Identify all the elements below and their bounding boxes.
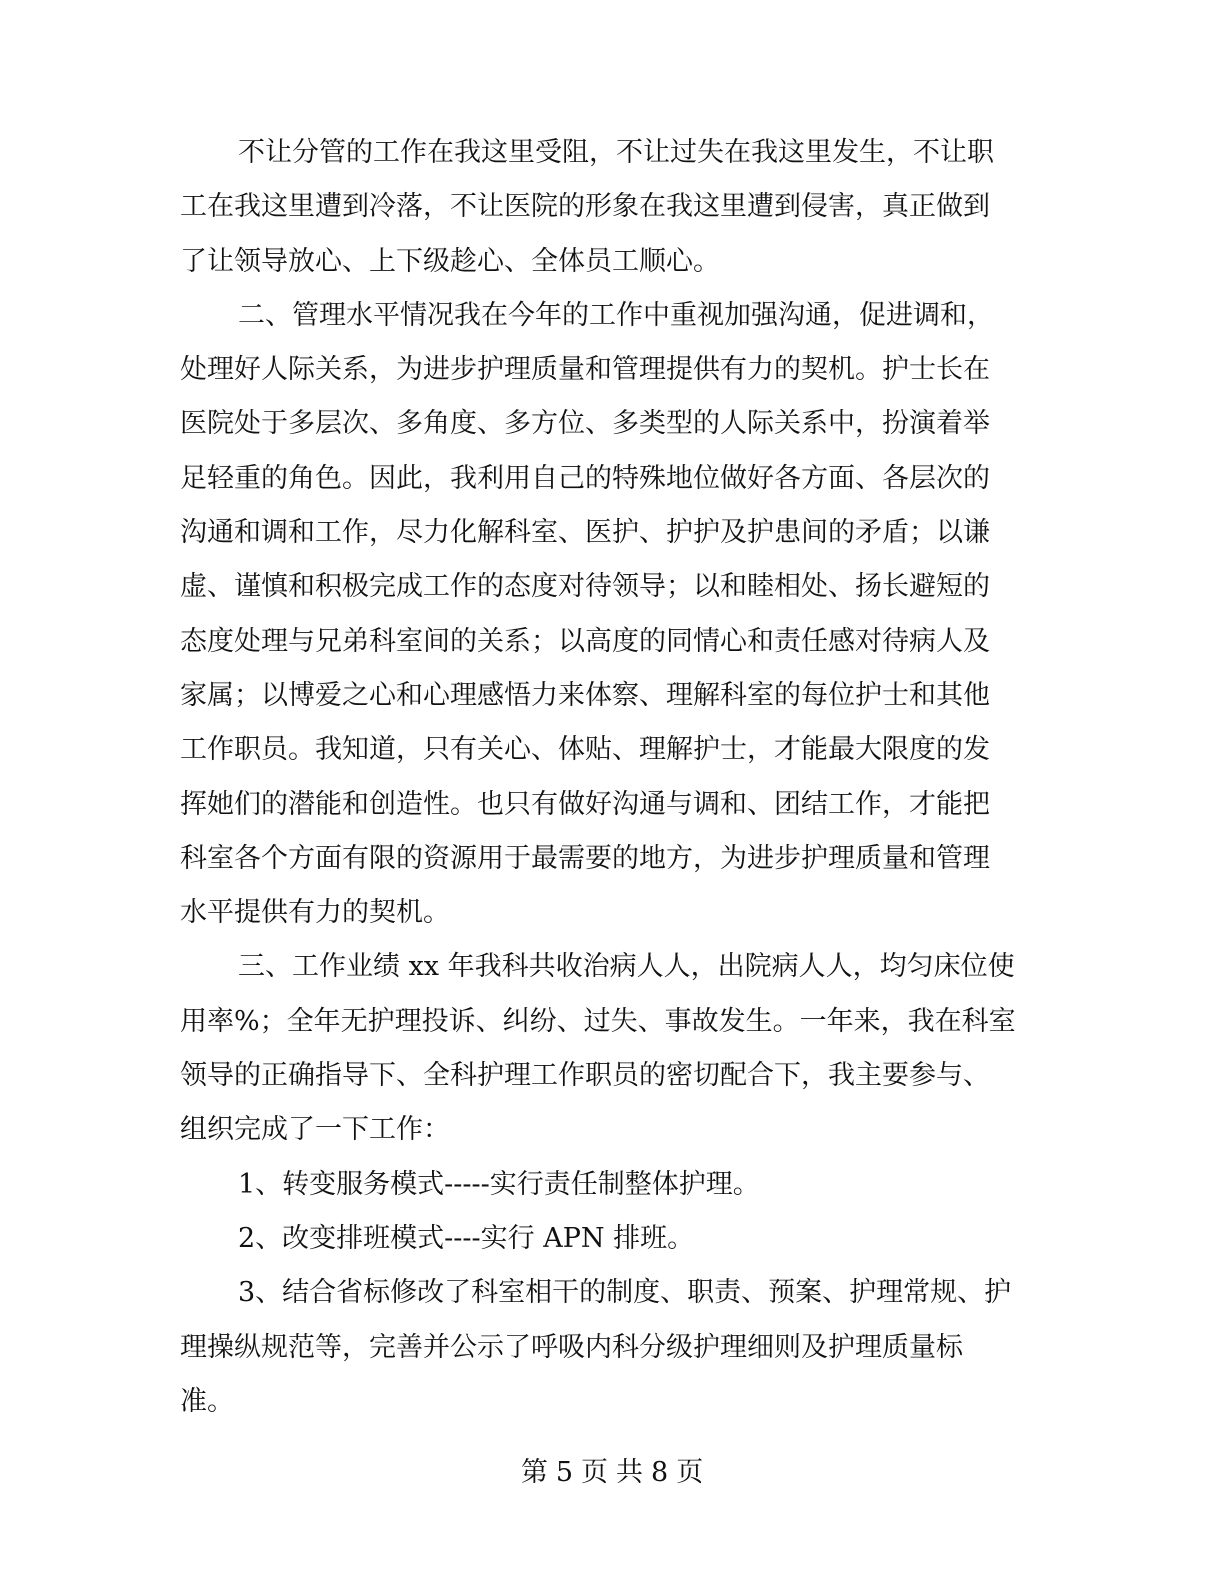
- text-line: 处理好人际关系，为进步护理质量和管理提供有力的契机。护士长在: [180, 354, 990, 386]
- text-line: 组织完成了一下工作：: [180, 1114, 450, 1146]
- text-line: 了让领导放心、上下级趁心、全体员工顺心。: [180, 245, 720, 277]
- text-line: 领导的正确指导下、全科护理工作职员的密切配合下，我主要参与、: [180, 1060, 990, 1092]
- text-line: 态度处理与兄弟科室间的关系；以高度的同情心和责任感对待病人及: [180, 625, 990, 657]
- text-line: 医院处于多层次、多角度、多方位、多类型的人际关系中，扮演着举: [180, 408, 990, 440]
- text-line: 科室各个方面有限的资源用于最需要的地方，为进步护理质量和管理: [180, 842, 990, 874]
- text-line: 用率%；全年无护理投诉、纠纷、过失、事故发生。一年来，我在科室: [180, 1005, 1016, 1037]
- footer-prefix: 第: [520, 1457, 548, 1488]
- page-footer: [0, 1450, 1224, 1489]
- text-line: 挥她们的潜能和创造性。也只有做好沟通与调和、团结工作，才能把: [180, 788, 990, 820]
- text-line: 足轻重的角色。因此，我利用自己的特殊地位做好各方面、各层次的: [180, 462, 990, 494]
- footer-current-page: 5: [555, 1457, 573, 1488]
- text-line: 理操纵规范等，完善并公示了呼吸内科分级护理细则及护理质量标: [180, 1331, 963, 1363]
- text-line: 工作职员。我知道，只有关心、体贴、理解护士，才能最大限度的发: [180, 734, 990, 766]
- footer-total-pages: 8: [651, 1457, 669, 1488]
- text-line: 二、管理水平情况我在今年的工作中重视加强沟通，促进调和，: [238, 299, 994, 331]
- text-line: 三、工作业绩 xx 年我科共收治病人人，出院病人人，均匀床位使: [238, 951, 1015, 983]
- text-line: 1、转变服务模式-----实行责任制整体护理。: [238, 1168, 760, 1200]
- text-line: 准。: [180, 1385, 234, 1417]
- body-text: [180, 126, 1030, 1429]
- text-line: 工在我这里遭到冷落，不让医院的形象在我这里遭到侵害，真正做到: [180, 191, 990, 223]
- text-line: 家属；以博爱之心和心理感悟力来体察、理解科室的每位护士和其他: [180, 679, 990, 711]
- text-line: 2、改变排班模式----实行 APN 排班。: [238, 1222, 695, 1254]
- text-line: 3、结合省标修改了科室相干的制度、职责、预案、护理常规、护: [238, 1277, 1012, 1309]
- footer-suffix: 页: [676, 1457, 704, 1488]
- text-line: 虚、谨慎和积极完成工作的态度对待领导；以和睦相处、扬长避短的: [180, 571, 990, 603]
- text-line: 水平提供有力的契机。: [180, 897, 450, 929]
- text-line: 沟通和调和工作，尽力化解科室、医护、护护及护患间的矛盾；以谦: [180, 517, 990, 549]
- text-line: 不让分管的工作在我这里受阻，不让过失在我这里发生，不让职: [238, 137, 994, 168]
- footer-page-word: 页: [581, 1457, 608, 1488]
- footer-total-word: 共: [616, 1457, 643, 1488]
